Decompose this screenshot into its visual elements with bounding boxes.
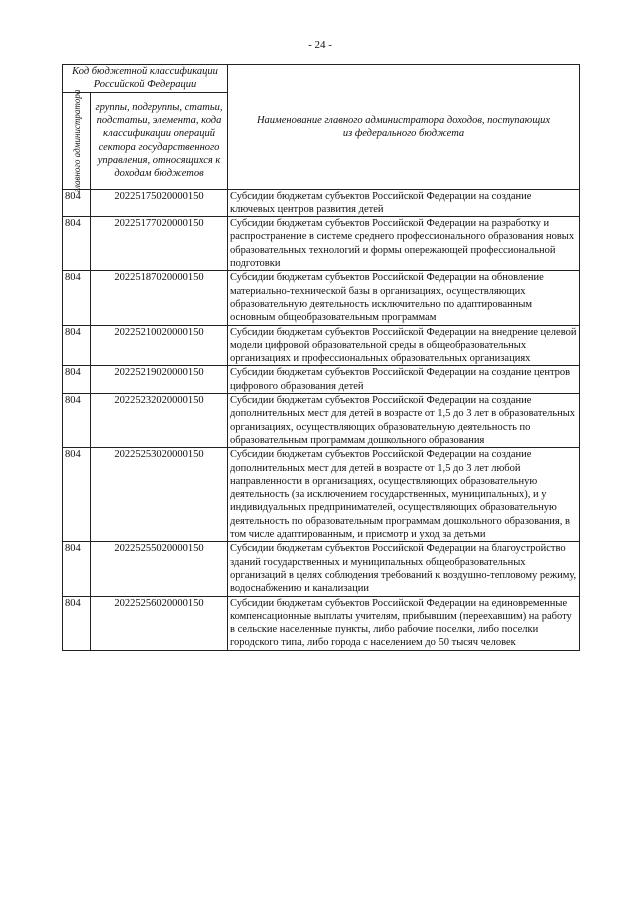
table-row	[63, 325, 580, 366]
budget-classification-table	[62, 64, 580, 651]
table-body	[63, 189, 580, 650]
admin-code-cell: 804	[63, 217, 91, 271]
revenue-name-cell: Субсидии бюджетам субъектов Российской Федерации на внедрение целевой модели цифровой образовательной среды в общеобразовательных организациях и профессиональных образовательных организациях	[228, 325, 580, 366]
admin-code-cell: 804	[63, 448, 91, 542]
budget-code-cell: 20225210020000150	[91, 325, 228, 366]
budget-code-cell: 20225232020000150	[91, 394, 228, 448]
header-codes-column: группы, подгруппы, статьи, подстатьи, элемента, кода классификации операций сектора государственного управления, относящихся к доходам бюджетов	[91, 92, 228, 189]
header-name-column: Наименование главного администратора доходов, поступающих из федерального бюджета	[228, 65, 580, 190]
table-row	[63, 596, 580, 650]
page-number: - 24 -	[308, 39, 332, 51]
budget-code-cell: 20225255020000150	[91, 542, 228, 596]
budget-code-cell: 20225256020000150	[91, 596, 228, 650]
revenue-name-cell: Субсидии бюджетам субъектов Российской Федерации на благоустройство зданий государственных и муниципальных общеобразовательных организаций в целях соблюдения требований к воздушно-тепловому режиму, водоснабжению и канализации	[228, 542, 580, 596]
table-row	[63, 271, 580, 325]
revenue-name-cell: Субсидии бюджетам субъектов Российской Федерации на единовременные компенсационные выплаты учителям, прибывшим (переехавшим) на работу в сельские населенные пункты, либо рабочие поселки, либо поселки городского типа, либо города с населением до 50 тысяч человек	[228, 596, 580, 650]
revenue-name-cell: Субсидии бюджетам субъектов Российской Федерации на создание центров цифрового образования детей	[228, 366, 580, 394]
admin-code-cell: 804	[63, 542, 91, 596]
admin-code-cell: 804	[63, 394, 91, 448]
admin-code-cell: 804	[63, 325, 91, 366]
admin-code-cell: 804	[63, 366, 91, 394]
table-row	[63, 366, 580, 394]
budget-code-cell: 20225253020000150	[91, 448, 228, 542]
budget-code-cell: 20225187020000150	[91, 271, 228, 325]
header-row-group	[63, 65, 580, 93]
header-admin-label: главного администратора	[71, 89, 82, 193]
budget-code-cell: 20225177020000150	[91, 217, 228, 271]
budget-code-cell: 20225175020000150	[91, 189, 228, 217]
budget-code-cell: 20225219020000150	[91, 366, 228, 394]
admin-code-cell: 804	[63, 271, 91, 325]
revenue-name-cell: Субсидии бюджетам субъектов Российской Федерации на обновление материально-технической базы в организациях, осуществляющих образовательную деятельность исключительно по адаптированным основным общеобразовательным программам	[228, 271, 580, 325]
admin-code-cell: 804	[63, 189, 91, 217]
revenue-name-cell: Субсидии бюджетам субъектов Российской Федерации на разработку и распространение в системе среднего профессионального образования новых образовательных технологий и формы опережающей профессиональной подготовки	[228, 217, 580, 271]
header-admin-column	[63, 89, 91, 193]
table-row	[63, 189, 580, 217]
revenue-name-cell: Субсидии бюджетам субъектов Российской Федерации на создание дополнительных мест для детей в возрасте от 1,5 до 3 лет в образовательных организациях, осуществляющих образовательную деятельность по образовательным программам дошкольного образования	[228, 394, 580, 448]
revenue-name-cell: Субсидии бюджетам субъектов Российской Федерации на создание ключевых центров развития детей	[228, 189, 580, 217]
admin-code-cell: 804	[63, 596, 91, 650]
table-row	[63, 542, 580, 596]
table-row	[63, 448, 580, 542]
header-group-title: Код бюджетной классификации Российской Федерации	[63, 65, 228, 93]
revenue-name-cell: Субсидии бюджетам субъектов Российской Федерации на создание дополнительных мест для детей в возрасте от 1,5 до 3 лет любой направленности в организациях, осуществляющих образовательную деятельность (за исключением государственных, муниципальных), и у индивидуальных предпринимателей, осуществляющих образовательную деятельность по образовательным программам дошкольного образования, в том числе адаптированным, и присмотр и уход за детьми	[228, 448, 580, 542]
table-row	[63, 217, 580, 271]
table-row	[63, 394, 580, 448]
